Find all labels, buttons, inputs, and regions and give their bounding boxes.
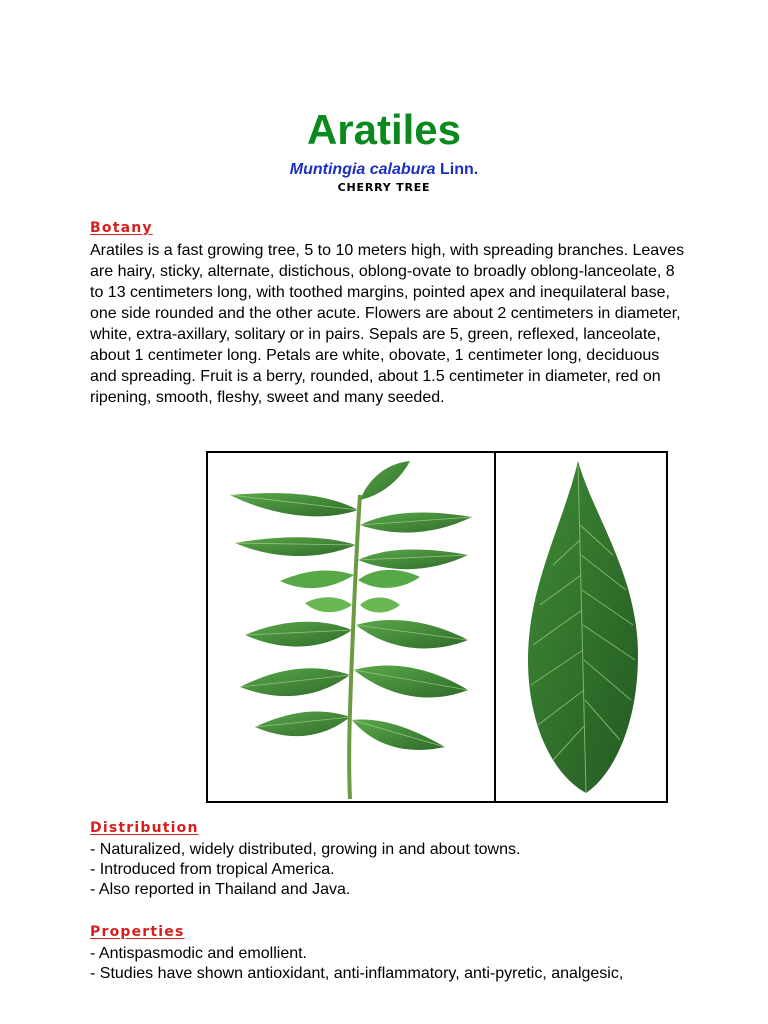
properties-list [90, 944, 690, 984]
common-name: CHERRY TREE [337, 181, 431, 194]
section-heading-properties: Properties [90, 924, 185, 940]
scientific-name-author: Linn. [440, 161, 479, 178]
scientific-name: Muntingia calabura [289, 161, 436, 178]
list-item: - Naturalized, widely distributed, growing in and about towns. [90, 841, 521, 858]
single-leaf-illustration [498, 455, 668, 799]
figure-divider [494, 453, 496, 801]
list-item: - Introduced from tropical America. [90, 861, 335, 878]
scientific-name-line [0, 160, 768, 180]
branch-illustration [210, 455, 490, 799]
section-heading-distribution: Distribution [90, 820, 199, 836]
section-heading-botany: Botany [90, 220, 153, 236]
leaf-figure [206, 451, 668, 803]
distribution-list [90, 840, 690, 900]
botany-paragraph: Aratiles is a fast growing tree, 5 to 10 meters high, with spreading branches. Leaves are hairy, sticky, alternate, distichous, oblong-ovate to broadly oblong-lanceolate, 8 to 13 centimeters long, with toothed margins, pointed apex and inequilateral base, one side rounded and the other acute. Flowers are about 2 centimeters in diameter, white, extra-axillary, solitary or in pairs. Sepals are 5, green, reflexed, lanceolate, about 1 centimeter long. Petals are white, obovate, 1 centimeter long, deciduous and spreading. Fruit is a berry, rounded, about 1.5 centimeter in diameter, red on ripening, smooth, fleshy, sweet and many seeded. [90, 242, 685, 406]
page-title: Aratiles [306, 106, 462, 153]
list-item: - Antispasmodic and emollient. [90, 945, 307, 962]
list-item: - Studies have shown antioxidant, anti-inflammatory, anti-pyretic, analgesic, [90, 965, 624, 982]
list-item: - Also reported in Thailand and Java. [90, 881, 351, 898]
